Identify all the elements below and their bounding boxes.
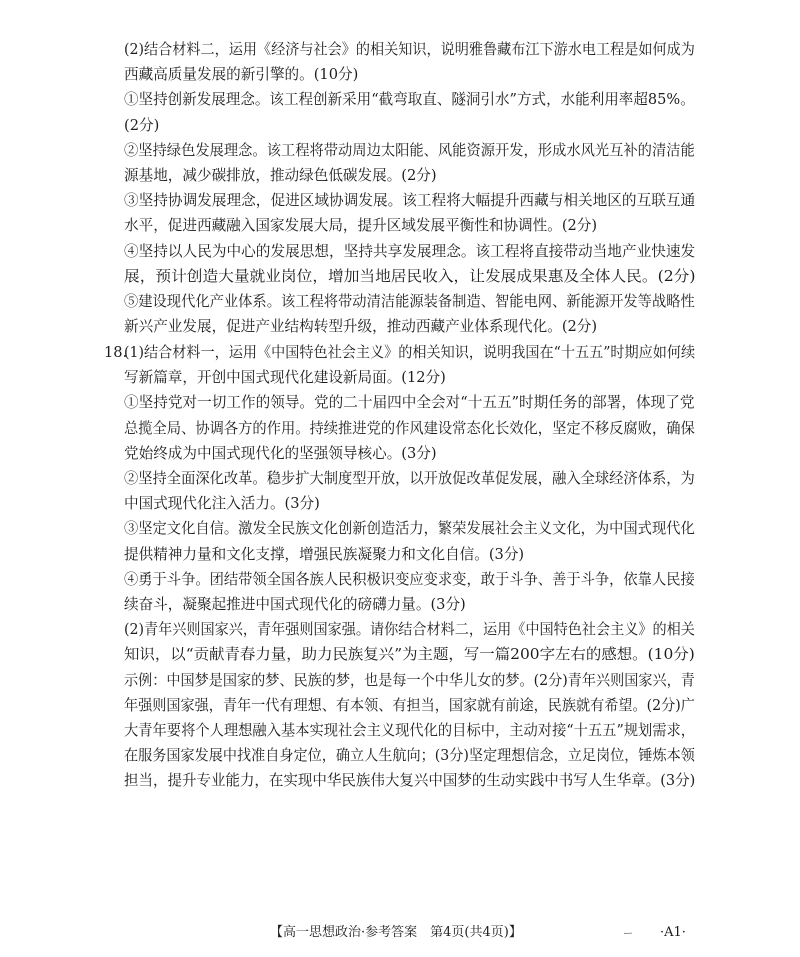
answer-line: ④勇于斗争。团结带领全国各族人民积极识变应变求变，敢于斗争、善于斗争，依靠人民接 — [124, 570, 695, 588]
answer-line: ①坚持创新发展理念。该工程创新采用“截弯取直、隧洞引水”方式，水能利用率超85%。 — [124, 91, 695, 109]
answer-line: ⑤建设现代化产业体系。该工程将带动清洁能源装备制造、智能电网、新能源开发等战略性 — [124, 293, 695, 310]
answer-line: 知识，以“贡献青春力量，助力民族复兴”为主题，写一篇200字左右的感想。(10分) — [124, 646, 695, 664]
answer-line: 总揽全局、协调各方的作用。持续推进党的作风建设常态化长效化，坚定不移反腐败，确保 — [124, 419, 695, 437]
answer-line: 担当，提升专业能力，在实现中华民族伟大复兴中国梦的生动实践中书写人生华章。(3分) — [124, 772, 696, 790]
footer-page-info: 【高一思想政治·参考答案 第4页(共4页)】 — [270, 925, 522, 940]
answer-line: 中国式现代化注入活力。(3分) — [124, 495, 320, 513]
answer-line: 年强则国家强，青年一代有理想、有本领、有担当，国家就有前途，民族就有希望。(2分)广 — [124, 696, 695, 714]
answer-line: 西藏高质量发展的新引擎的。(10分) — [124, 66, 359, 84]
answer-line: (2分) — [124, 116, 160, 134]
answer-line: 提供精神力量和文化支撑，增强民族凝聚力和文化自信。(3分) — [124, 545, 525, 563]
answer-line: 大青年要将个人理想融入基本实现社会主义现代化的目标中，主动对接“十五五”规划需求， — [124, 722, 696, 739]
answer-line: 党始终成为中国式现代化的坚强领导核心。(3分) — [124, 444, 437, 462]
answer-line: 在服务国家发展中找准自身定位，确立人生航向；(3分)坚定理想信念，立足岗位，锤炼本领 — [124, 747, 695, 765]
answer-line: ③坚持协调发展理念，促进区域协调发展。该工程将大幅提升西藏与相关地区的互联互通 — [124, 192, 696, 210]
answer-line: ①坚持党对一切工作的领导。党的二十届四中全会对“十五五”时期任务的部署，体现了党 — [124, 394, 695, 412]
answer-line: ④坚持以人民为中心的发展思想，坚持共享发展理念。该工程将直接带动当地产业快速发 — [124, 242, 696, 260]
footer-edition-code: ·A1· — [660, 925, 686, 940]
answer-line: 水平，促进西藏融入国家发展大局，提升区域发展平衡性和协调性。(2分) — [124, 217, 598, 235]
answer-line: (2)结合材料二，运用《经济与社会》的相关知识，说明雅鲁藏布江下游水电工程是如何成为 — [124, 41, 695, 58]
answer-line: 续奋斗，凝聚起推进中国式现代化的磅礴力量。(3分) — [124, 596, 466, 613]
answer-line: 写新篇章，开创中国式现代化建设新局面。(12分) — [124, 369, 446, 387]
answer-line: ③坚定文化自信。激发全民族文化创新创造活力，繁荣发展社会主义文化，为中国式现代化 — [124, 520, 695, 538]
page-footer — [0, 921, 800, 945]
answer-line: ②坚持绿色发展理念。该工程将带动周边太阳能、风能资源开发，形成水风光互补的清洁能 — [124, 141, 695, 159]
answer-line: 展，预计创造大量就业岗位，增加当地居民收入，让发展成果惠及全体人民。(2分) — [124, 267, 696, 285]
answer-line: 源基地，减少碳排放，推动绿色低碳发展。(2分) — [124, 167, 437, 184]
footer-mark: ー — [623, 929, 633, 940]
answer-line: (1)结合材料一，运用《中国特色社会主义》的相关知识，说明我国在“十五五”时期应如何续 — [124, 344, 696, 361]
answer-line: 新兴产业发展，促进产业结构转型升级，推动西藏产业体系现代化。(2分) — [124, 318, 598, 336]
answer-line: ②坚持全面深化改革。稳步扩大制度型开放，以开放促改革促发展，融入全球经济体系，为 — [124, 470, 695, 487]
answer-line: (2)青年兴则国家兴，青年强则国家强。请你结合材料二，运用《中国特色社会主义》的相关 — [124, 621, 695, 639]
question-number: 18. — [104, 344, 128, 361]
answer-line: 示例：中国梦是国家的梦、民族的梦，也是每一个中华儿女的梦。(2分)青年兴则国家兴，青 — [124, 671, 695, 689]
